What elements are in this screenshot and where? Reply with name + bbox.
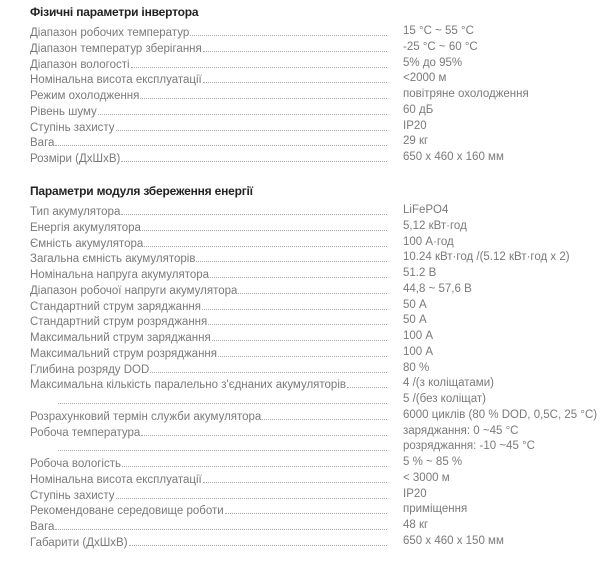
spec-row [30,103,600,119]
spec-label: Максимальна кількість паралельно з'єднаних акумуляторів [30,378,347,394]
spec-value: 44,8 ~ 57,6 В [403,282,472,295]
dotted-leader [218,345,387,357]
spec-label: Максимальний струм розряджання [30,347,218,363]
spec-label: Тип акумулятора [30,205,121,221]
spec-value: 650 x 460 x 160 мм [403,151,504,163]
spec-value: -25 °C ~ 60 °C [403,40,478,53]
spec-row [30,361,600,377]
dotted-leader [98,103,387,115]
spec-row [30,219,600,235]
dotted-leader [55,134,387,146]
spec-label: Діапазон вологості [30,58,131,74]
spec-value: 4 /(з коліщатами) [403,377,494,390]
spec-value: 5,12 кВт·год [403,219,467,232]
spec-row [30,119,600,135]
spec-value: розряджання: -10 ~45 °C [403,440,535,453]
spec-value: 10.24 кВт·год /(5.12 кВт·год x 2) [403,251,570,264]
dotted-leader [190,24,387,36]
spec-row [30,534,600,550]
dotted-leader [141,424,387,436]
spec-value: 80 % [403,361,430,374]
dotted-leader [203,40,387,52]
spec-label: Максимальний струм заряджання [30,331,212,347]
spec-value: 29 кг [403,135,429,148]
spec-value: приміщення [403,503,468,516]
dotted-leader [140,87,387,99]
spec-value: повітряне охолодження [403,88,529,100]
spec-row [30,235,600,251]
spec-row [30,439,600,455]
dotted-leader [121,150,387,162]
dotted-leader [55,518,387,530]
dotted-leader [142,219,387,231]
spec-value: 50 А [403,298,427,311]
dotted-leader [196,250,387,262]
spec-row [30,329,600,345]
spec-label: Ступінь захисту [30,121,116,137]
spec-value: 5 % ~ 85 % [403,456,463,468]
spec-row [30,502,600,518]
dotted-leader [203,71,387,83]
dotted-leader [238,282,387,294]
spec-value: LiFePO4 [403,204,449,216]
spec-value: 5 /(без коліщат) [403,393,486,405]
spec-value: 15 °C ~ 55 °C [403,25,474,37]
spec-row [30,345,600,361]
spec-label-wrap [30,150,387,168]
spec-row [30,518,600,534]
dotted-leader [121,203,387,215]
spec-label: Стандартний струм заряджання [30,300,202,316]
spec-list [30,203,600,550]
inverter-physical-params-section [30,2,600,166]
spec-label: Номінальна висота експлуатації [30,473,203,489]
spec-value: 6000 циклів (80 % DOD, 0,5C, 25 °C) [403,408,598,421]
spec-row [30,392,600,408]
spec-label: Розміри (ДхШхВ) [30,152,121,168]
spec-label: Рекомендоване середовище роботи [30,504,225,520]
spec-label: Діапазон робочої напруги акумулятора [30,284,238,300]
spec-row [30,40,600,56]
spec-label: Робоча вологість [30,457,122,473]
spec-value: 100 А [403,330,434,342]
dotted-leader [225,502,387,514]
spec-list [30,24,600,166]
section-title: Параметри модуля збереження енергії [30,184,253,198]
spec-label: Номінальна напруга акумулятора [30,268,210,284]
spec-row [30,56,600,72]
spec-label: Розрахунковий термін служби акумулятора [30,410,262,426]
dotted-leader [347,376,387,388]
spec-row [30,313,600,329]
spec-value: 650 x 460 x 150 мм [403,534,504,547]
spec-value: <2000 м [403,72,447,85]
spec-row [30,71,600,87]
spec-row [30,266,600,282]
spec-row [30,471,600,487]
spec-value: 51.2 В [403,267,437,279]
spec-row [30,376,600,392]
spec-value: заряджання: 0 ~45 °C [403,424,519,437]
spec-row [30,455,600,471]
spec-row [30,487,600,503]
spec-label: Глибина розряду DOD [30,363,150,379]
dotted-leader [202,298,387,310]
dotted-leader [212,329,387,341]
spec-value: < 3000 м [403,471,450,484]
spec-label: Ступінь захисту [30,489,116,505]
spec-label: Рівень шуму [30,105,98,121]
spec-value: 60 дБ [403,103,434,116]
spec-label: Стандартний струм розряджання [30,315,208,331]
dotted-leader [129,534,387,546]
spec-label: Ємність акумулятора [30,237,144,253]
spec-label-wrap [30,534,387,552]
spec-row [30,250,600,266]
dotted-leader [203,471,387,483]
spec-label: Робоча температура [30,426,141,442]
spec-row [30,87,600,103]
spec-row [30,298,600,314]
spec-label: Енергія акумулятора [30,221,142,237]
dotted-leader [122,455,387,467]
dotted-leader [150,361,387,373]
spec-row [30,24,600,40]
spec-label: Вага [30,136,55,152]
spec-row [30,408,600,424]
dotted-leader [116,487,387,499]
spec-value: IP20 [403,119,427,132]
dotted-leader [58,392,387,404]
dotted-leader [131,56,387,68]
spec-label: Діапазон робочих температур [30,26,190,42]
spec-row [30,203,600,219]
dotted-leader [262,408,387,420]
dotted-leader [58,439,387,451]
spec-value: 48 кг [403,519,429,531]
section-title: Фізичні параметри інвертора [30,5,199,19]
dotted-leader [210,266,387,278]
spec-value: 100 А [403,345,434,358]
spec-row [30,150,600,166]
spec-row [30,424,600,440]
spec-row [30,134,600,150]
spec-value: 50 А [403,314,427,327]
spec-row [30,282,600,298]
spec-label: Діапазон температур зберігання [30,42,203,58]
dotted-leader [116,119,387,131]
energy-storage-params-section [30,181,600,550]
spec-label-wrap [57,439,387,451]
spec-label: Номінальна висота експлуатації [30,73,203,89]
spec-label: Габарити (ДхШхВ) [30,536,129,552]
spec-label: Загальна ємність акумуляторів [30,252,196,268]
spec-label: Вага [30,520,55,536]
spec-value: 100 А·год [403,235,454,248]
spec-value: IP20 [403,487,427,500]
dotted-leader [208,313,387,325]
dotted-leader [144,235,387,247]
spec-value: 5% до 95% [403,56,463,69]
spec-label-wrap [57,392,387,404]
spec-label: Режим охолодження [30,89,140,105]
